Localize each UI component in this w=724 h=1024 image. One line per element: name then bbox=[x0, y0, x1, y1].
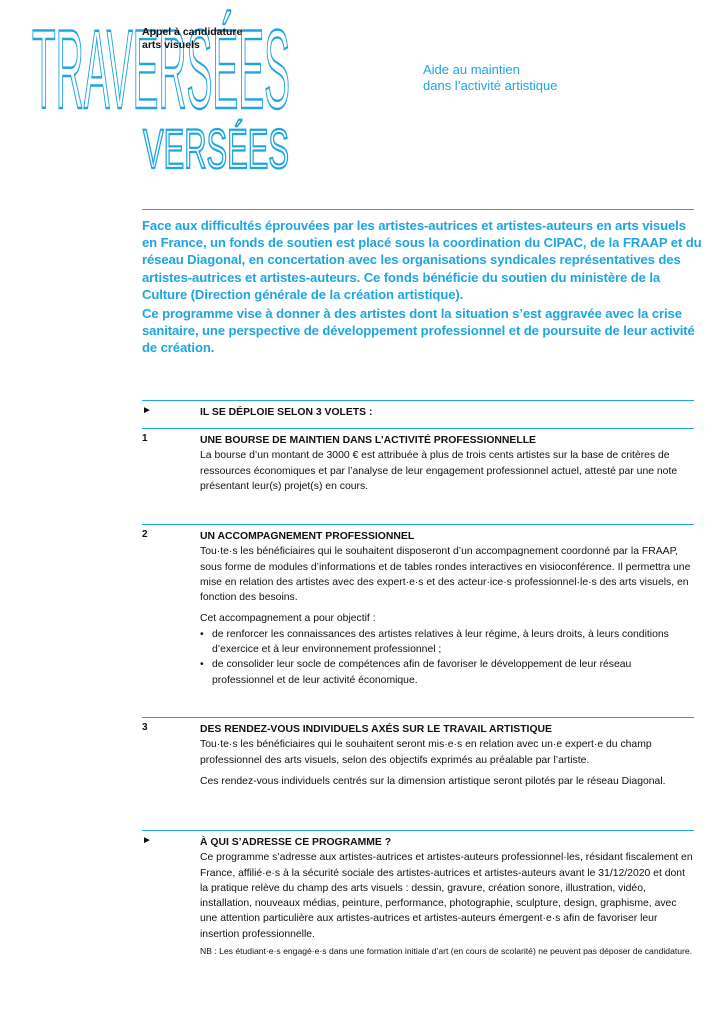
section-title: À QUI S’ADRESSE CE PROGRAMME ? bbox=[200, 837, 392, 848]
intro-paragraph-1: Face aux difficultés éprouvées par les artistes-autrices et artistes-auteurs en arts visuels en France, un fonds de soutien est placé sous la coordination du CIPAC, de la FRAAP et du réseau Diagonal, en concertation avec les organisations syndicales représentatives des artistes-autrices et artistes-auteurs. Ce fonds bénéficie du soutien du ministère de la Culture (Direction générale de la création artistique). bbox=[142, 218, 702, 302]
subtitle-line-2: dans l’activité artistique bbox=[423, 78, 558, 93]
intro-paragraph-2: Ce programme vise à donner à des artistes dont la situation s’est aggravée avec la crise sanitaire, une perspective de développement professionnel et de poursuite de leur activité de création. bbox=[142, 306, 695, 356]
program-subtitle bbox=[423, 62, 557, 94]
section-volets bbox=[142, 405, 694, 420]
subtitle-line-1: Aide au maintien bbox=[423, 62, 520, 77]
section-text: Tou·te·s les bénéficiaires qui le souhaitent disposeront d’un accompagnement coordonné par la FRAAP, sous forme de modules d’informations et de tables rondes interactives en visioconférence. Il permettra une mise en relation des artistes avec des expert·e·s et des acteur·ice·s professionnel·le·s des arts visuels, en fonction des besoins. bbox=[200, 546, 691, 604]
section-text-2: Ces rendez-vous individuels centrés sur la dimension artistique seront pilotés par le réseau Diagonal. bbox=[200, 775, 666, 787]
wordmark-line1: TRAVERSÉES bbox=[32, 8, 290, 132]
call-line-2: arts visuels bbox=[142, 39, 200, 51]
divider-section-1 bbox=[142, 428, 694, 429]
section-text: Tou·te·s les bénéficiaires qui le souhaitent seront mis·e·s en relation avec un·e expert·e du champ professionnel des arts visuels, selon des objectifs exprimés au préalable par l’artiste. bbox=[200, 739, 652, 766]
section-text: Ce programme s’adresse aux artistes-autrices et artistes-auteurs professionnel·les, résidant fiscalement en France, affilié·e·s à la sécurité sociale des artistes-autrices et artistes-auteurs avant le 31/12/2020 et dont la pratique relève du champ des arts visuels : dessin, gravure, création sonore, illustration, vidéo, installation, nouveaux médias, peinture, performance, photographie, sculpture, design, graphisme, avec une attention particulière aux artistes-autrices et artistes-auteurs émergent·e·s afin de favoriser leur insertion professionnelle. bbox=[200, 852, 693, 940]
section-title: IL SE DÉPLOIE SELON 3 VOLETS : bbox=[200, 407, 373, 418]
nb-note: NB : Les étudiant·e·s engagé·e·s dans une formation initiale d’art (en cours de scolarité) ne peuvent pas déposer de candidature. bbox=[200, 946, 693, 957]
section-rendez-vous bbox=[142, 722, 694, 795]
divider-volets bbox=[142, 400, 694, 401]
section-audience bbox=[142, 835, 694, 957]
list-item: • de consolider leur socle de compétences afin de favoriser le développement de leur réseau professionnel et de leur activité économique. bbox=[200, 657, 694, 688]
wordmark-line2: VERSÉES bbox=[143, 117, 289, 180]
section-title: DES RENDEZ-VOUS INDIVIDUELS AXÉS SUR LE TRAVAIL ARTISTIQUE bbox=[200, 724, 552, 735]
divider-section-3 bbox=[142, 717, 694, 718]
section-title: UN ACCOMPAGNEMENT PROFESSIONNEL bbox=[200, 531, 415, 542]
section-number: 1 bbox=[142, 433, 148, 444]
divider-audience bbox=[142, 830, 694, 831]
section-number: 3 bbox=[142, 722, 148, 733]
call-line-1: Appel à candidature bbox=[142, 26, 243, 38]
section-number: 2 bbox=[142, 529, 148, 540]
section-lead: Cet accompagnement a pour objectif : bbox=[200, 613, 376, 625]
intro-text bbox=[142, 217, 702, 359]
objective-list bbox=[200, 627, 694, 688]
section-title: UNE BOURSE DE MAINTIEN DANS L’ACTIVITÉ PROFESSIONNELLE bbox=[200, 435, 536, 446]
section-marker: ► bbox=[142, 405, 152, 416]
section-text: La bourse d’un montant de 3000 € est attribuée à plus de trois cents artistes sur la base de critères de ressources économiques et par l’analyse de leur engagement professionnel actuel, attesté par une note présentant leur(s) projet(s) en cours. bbox=[200, 450, 678, 492]
section-bourse bbox=[142, 433, 694, 500]
divider-section-2 bbox=[142, 524, 694, 525]
divider-intro bbox=[142, 209, 694, 210]
list-item: • de renforcer les connaissances des artistes relatives à leur régime, à leurs droits, à leurs conditions d’exercice et à leur environnement professionnel ; bbox=[200, 627, 694, 658]
section-accompagnement bbox=[142, 529, 694, 688]
section-marker: ► bbox=[142, 835, 152, 846]
call-heading bbox=[142, 26, 242, 52]
